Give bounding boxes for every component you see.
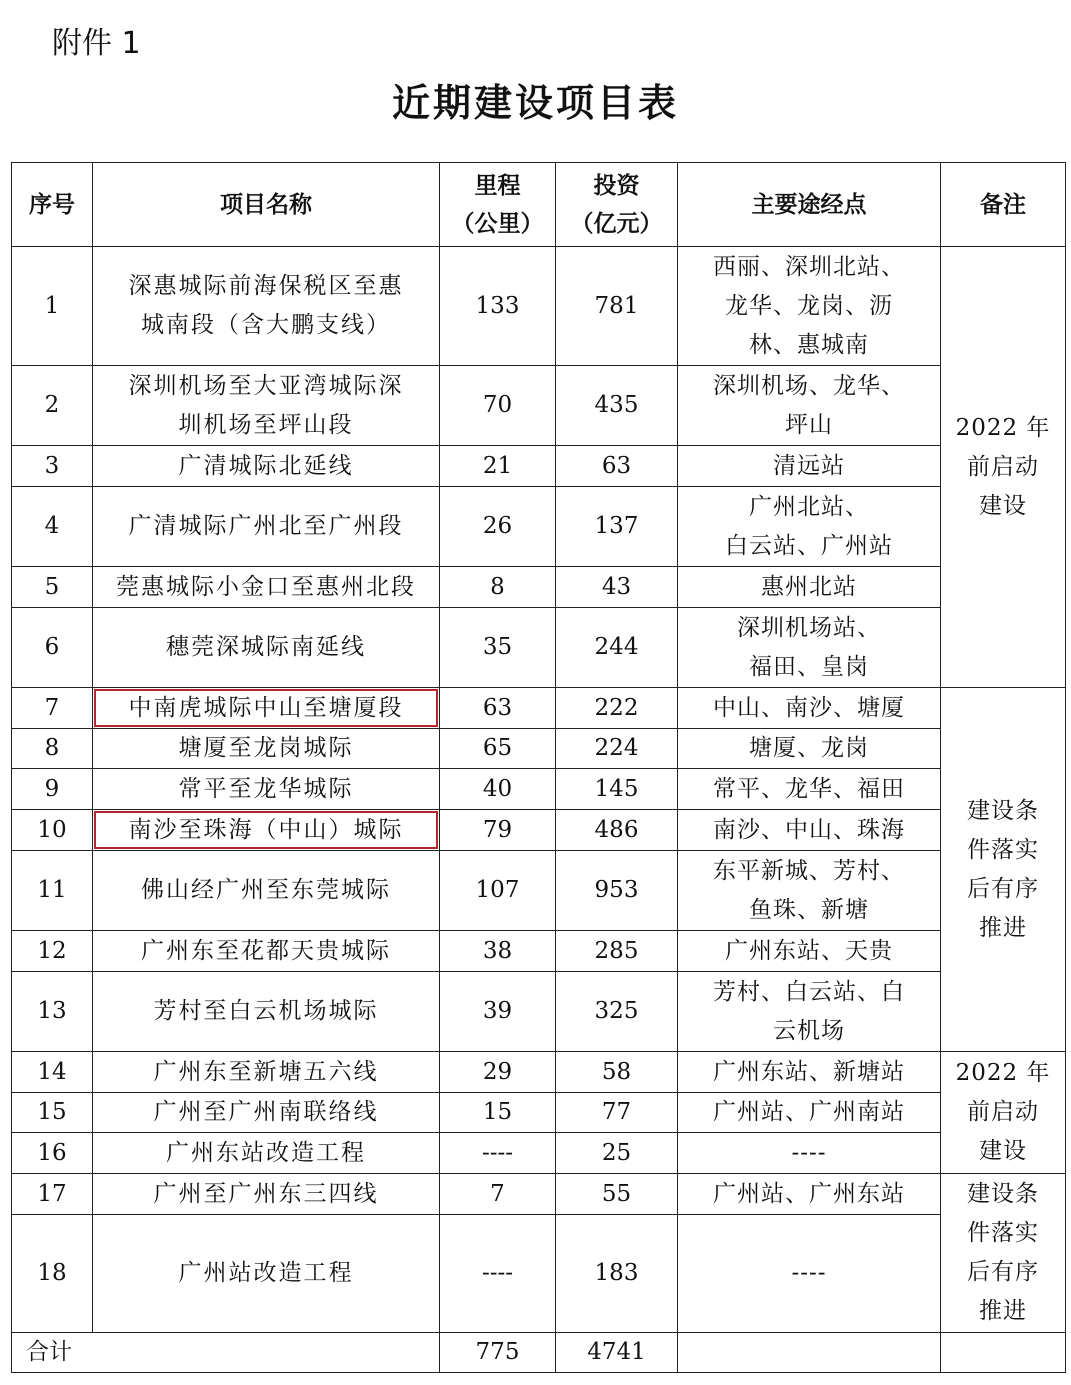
- table-body: [12, 247, 1066, 1373]
- cell-invest: 285: [556, 931, 678, 972]
- cell-invest: 63: [556, 446, 678, 487]
- cell-name: 广清城际广州北至广州段: [93, 487, 440, 567]
- route-line: 深圳机场、龙华、: [713, 372, 905, 399]
- cell-invest: 77: [556, 1093, 678, 1133]
- cell-route: [678, 851, 941, 931]
- cell-name-highlighted: 中南虎城际中山至塘厦段: [93, 688, 440, 729]
- cell-route: 南沙、中山、珠海: [678, 810, 941, 851]
- cell-name: [93, 366, 440, 446]
- route-line: 西丽、深圳北站、: [713, 253, 905, 280]
- cell-invest: 325: [556, 972, 678, 1052]
- header-route: 主要途经点: [678, 163, 941, 247]
- note-line: 2022 年: [955, 414, 1051, 441]
- note-line: 推进: [979, 914, 1027, 941]
- note-line: 件落实: [967, 836, 1039, 863]
- cell-seq: 6: [12, 608, 93, 688]
- header-name: 项目名称: [93, 163, 440, 247]
- cell-route: 中山、南沙、塘厦: [678, 688, 941, 729]
- cell-seq: 2: [12, 366, 93, 446]
- cell-length: 35: [440, 608, 556, 688]
- cell-length: 63: [440, 688, 556, 729]
- cell-length: 70: [440, 366, 556, 446]
- name-line: 深圳机场至大亚湾城际深: [128, 372, 404, 399]
- cell-name: 塘厦至龙岗城际: [93, 729, 440, 769]
- cell-route: 清远站: [678, 446, 941, 487]
- cell-invest: 222: [556, 688, 678, 729]
- total-route-empty: [678, 1333, 941, 1373]
- cell-invest: 953: [556, 851, 678, 931]
- note-line: 后有序: [967, 1259, 1039, 1285]
- cell-route: 常平、龙华、福田: [678, 769, 941, 810]
- cell-length: 133: [440, 247, 556, 366]
- note-line: 推进: [979, 1298, 1027, 1324]
- cell-name-highlighted: 南沙至珠海（中山）城际: [93, 810, 440, 851]
- cell-invest: 183: [556, 1215, 678, 1333]
- route-line: 东平新城、芳村、: [713, 857, 905, 884]
- cell-route: [678, 487, 941, 567]
- route-line: 坪山: [785, 411, 833, 438]
- cell-seq: 12: [12, 931, 93, 972]
- cell-seq: 8: [12, 729, 93, 769]
- cell-note-group-b: [941, 688, 1066, 1052]
- project-table: [11, 162, 1066, 1373]
- cell-route: 广州站、广州东站: [678, 1174, 941, 1215]
- note-line: 2022 年: [955, 1060, 1051, 1086]
- cell-invest: 25: [556, 1133, 678, 1174]
- note-line: 前启动: [967, 1099, 1039, 1125]
- cell-name: 广州东至新塘五六线: [93, 1052, 440, 1093]
- cell-seq: 4: [12, 487, 93, 567]
- cell-seq: 7: [12, 688, 93, 729]
- cell-name: 穗莞深城际南延线: [93, 608, 440, 688]
- cell-note-group-c: [941, 1052, 1066, 1174]
- cell-route: ----: [678, 1133, 941, 1174]
- cell-name: [93, 247, 440, 366]
- cell-seq: 13: [12, 972, 93, 1052]
- cell-route: 广州东站、新塘站: [678, 1052, 941, 1093]
- cell-seq: 17: [12, 1174, 93, 1215]
- note-line: 建设: [979, 1138, 1027, 1164]
- cell-name: 广州东站改造工程: [93, 1133, 440, 1174]
- cell-invest: 435: [556, 366, 678, 446]
- route-line: 深圳机场站、: [737, 614, 881, 641]
- cell-invest: 43: [556, 567, 678, 608]
- header-length-2: （公里）: [451, 210, 544, 237]
- cell-note-group-a: [941, 247, 1066, 688]
- route-line: 鱼珠、新塘: [749, 896, 869, 923]
- route-line: 福田、皇岗: [749, 653, 869, 680]
- cell-route: 广州东站、天贵: [678, 931, 941, 972]
- cell-seq: 18: [12, 1215, 93, 1333]
- cell-name: 广清城际北延线: [93, 446, 440, 487]
- cell-invest: 244: [556, 608, 678, 688]
- cell-length: 40: [440, 769, 556, 810]
- total-label: 合计: [12, 1333, 440, 1373]
- cell-length: 29: [440, 1052, 556, 1093]
- cell-route: [678, 972, 941, 1052]
- annex-label: 附件 1: [52, 26, 141, 61]
- route-line: 白云站、广州站: [725, 532, 893, 559]
- note-line: 建设: [979, 492, 1027, 519]
- cell-seq: 15: [12, 1093, 93, 1133]
- route-line: 广州北站、: [749, 493, 869, 520]
- note-line: 件落实: [967, 1220, 1039, 1246]
- cell-invest: 486: [556, 810, 678, 851]
- total-invest: 4741: [556, 1333, 678, 1373]
- cell-route: ----: [678, 1215, 941, 1333]
- note-line: 建设条: [967, 797, 1039, 824]
- header-note: 备注: [941, 163, 1066, 247]
- total-length: 775: [440, 1333, 556, 1373]
- cell-seq: 9: [12, 769, 93, 810]
- cell-route: [678, 366, 941, 446]
- cell-name: 芳村至白云机场城际: [93, 972, 440, 1052]
- route-line: 林、惠城南: [749, 331, 869, 358]
- cell-route: 惠州北站: [678, 567, 941, 608]
- cell-seq: 1: [12, 247, 93, 366]
- cell-seq: 14: [12, 1052, 93, 1093]
- cell-invest: 55: [556, 1174, 678, 1215]
- cell-invest: 224: [556, 729, 678, 769]
- cell-length: 15: [440, 1093, 556, 1133]
- cell-seq: 10: [12, 810, 93, 851]
- cell-length: 7: [440, 1174, 556, 1215]
- name-line: 深惠城际前海保税区至惠: [128, 273, 404, 299]
- cell-name: 广州东至花都天贵城际: [93, 931, 440, 972]
- cell-name: 佛山经广州至东莞城际: [93, 851, 440, 931]
- cell-route: [678, 247, 941, 366]
- cell-invest: 781: [556, 247, 678, 366]
- header-invest: [556, 163, 678, 247]
- header-length-1: 里程: [474, 172, 521, 199]
- cell-length: 21: [440, 446, 556, 487]
- cell-invest: 145: [556, 769, 678, 810]
- cell-seq: 11: [12, 851, 93, 931]
- route-line: 芳村、白云站、白: [713, 978, 905, 1005]
- document-title: 近期建设项目表: [391, 81, 679, 125]
- header-invest-2: （亿元）: [570, 210, 663, 237]
- total-note-empty: [941, 1333, 1066, 1373]
- cell-length: 65: [440, 729, 556, 769]
- route-line: 云机场: [773, 1017, 845, 1044]
- cell-length: 79: [440, 810, 556, 851]
- cell-length: 8: [440, 567, 556, 608]
- cell-name: 广州至广州东三四线: [93, 1174, 440, 1215]
- cell-invest: 137: [556, 487, 678, 567]
- cell-name: 广州站改造工程: [93, 1215, 440, 1333]
- name-line: 城南段（含大鹏支线）: [141, 312, 391, 338]
- cell-length: ----: [440, 1133, 556, 1174]
- cell-length: 26: [440, 487, 556, 567]
- cell-seq: 16: [12, 1133, 93, 1174]
- header-length: [440, 163, 556, 247]
- cell-length: 38: [440, 931, 556, 972]
- cell-length: 107: [440, 851, 556, 931]
- cell-route: 广州站、广州南站: [678, 1093, 941, 1133]
- cell-length: 39: [440, 972, 556, 1052]
- cell-name: 常平至龙华城际: [93, 769, 440, 810]
- cell-name: 莞惠城际小金口至惠州北段: [93, 567, 440, 608]
- note-line: 后有序: [967, 875, 1039, 902]
- header-seq: 序号: [12, 163, 93, 247]
- cell-note-group-d: [941, 1174, 1066, 1333]
- cell-route: 塘厦、龙岗: [678, 729, 941, 769]
- cell-invest: 58: [556, 1052, 678, 1093]
- cell-route: [678, 608, 941, 688]
- cell-seq: 5: [12, 567, 93, 608]
- cell-length: ----: [440, 1215, 556, 1333]
- route-line: 龙华、龙岗、沥: [725, 292, 893, 319]
- note-line: 前启动: [967, 453, 1039, 480]
- name-line: 圳机场至坪山段: [178, 411, 354, 438]
- note-line: 建设条: [967, 1181, 1039, 1207]
- cell-name: 广州至广州南联络线: [93, 1093, 440, 1133]
- cell-seq: 3: [12, 446, 93, 487]
- header-invest-1: 投资: [593, 172, 640, 199]
